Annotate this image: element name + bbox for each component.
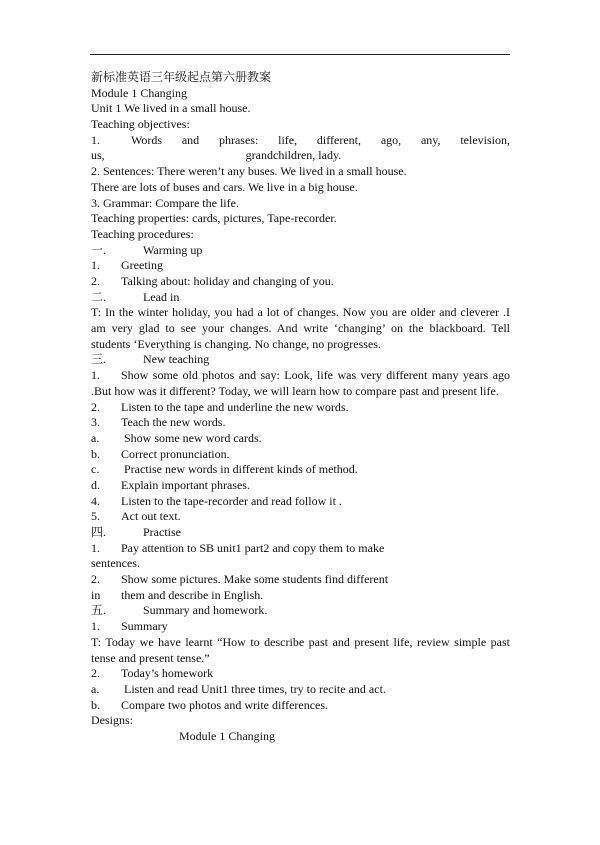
objective-words (91, 133, 510, 149)
list-item: a. Show some new word cards. (91, 430, 262, 445)
section-4-item-2: 2. Show some pictures. Make some students find different (91, 572, 389, 587)
doc-title: 新标准英语三年级起点第六册教案 (91, 70, 272, 84)
list-item: 1. Greeting (91, 258, 163, 273)
list-item: 5. Act out text. (91, 509, 181, 524)
section-4-heading: 四. Practise (91, 525, 181, 540)
list-item: 2. Talking about: holiday and changing of you. (91, 273, 334, 288)
list-item: 4. Listen to the tape-recorder and read follow it . (91, 493, 342, 508)
list-item: 3. Teach the new words. (91, 415, 226, 430)
section-5-item-a: a. Listen and read Unit1 three times, try to recite and act. (91, 681, 386, 696)
list-item: c. Practise new words in different kinds of method. (91, 462, 358, 477)
objective-sentences-2: There are lots of buses and cars. We live in a big house. (91, 179, 358, 194)
module-title: Module 1 Changing (91, 85, 187, 100)
objective-grammar: 3. Grammar: Compare the life. (91, 195, 239, 210)
section-3-item-1: 1. Show some old photos and say: Look, life was very different many years ago .But how was it different? Today, we will learn how to compare past and present life. (91, 368, 510, 398)
unit-title: Unit 1 We lived in a small house. (91, 101, 251, 116)
list-item: b. Correct pronunciation. (91, 446, 230, 461)
section-3-heading: 三. New teaching (91, 352, 210, 367)
objectives-heading: Teaching objectives: (91, 117, 190, 132)
section-4-item-2-cont: in them and describe in English. (91, 587, 264, 602)
objective-words-text: Words and phrases: life, different, ago, any, television, (131, 132, 510, 147)
teaching-properties: Teaching properties: cards, pictures, Tape-recorder. (91, 211, 337, 226)
objective-words-cont: us, grandchildren, lady. (91, 148, 342, 163)
section-5-item-b: b. Compare two photos and write differences. (91, 697, 329, 712)
section-1-heading: 一. Warming up (91, 242, 203, 257)
procedures-heading: Teaching procedures: (91, 226, 194, 241)
section-2-text: T: In the winter holiday, you had a lot of changes. Now you are older and cleverer .I am very glad to see your changes. And write ‘changing’ on the blackboard. Tell students ‘Everything is changing. No change, no progresses. (91, 305, 510, 351)
section-2-heading: 二. Lead in (91, 289, 180, 304)
list-item: 2. Listen to the tape and underline the new words. (91, 399, 349, 414)
section-5-heading: 五. Summary and homework. (91, 603, 268, 618)
objective-words-num: 1. (91, 132, 100, 147)
header-rule (90, 54, 510, 55)
design-title: Module 1 Changing (179, 728, 275, 743)
section-5-item-1: 1. Summary (91, 619, 168, 634)
section-5-quote: T: Today we have learnt “How to describe past and present life, review simple past tense and present tense.” (91, 634, 510, 665)
section-5-item-2: 2. Today’s homework (91, 666, 214, 681)
section-4-item-1: 1. Pay attention to SB unit1 part2 and copy them to make (91, 540, 385, 555)
section-4-item-1-cont: sentences. (91, 556, 140, 571)
document-body (91, 70, 510, 745)
list-item: d. Explain important phrases. (91, 477, 250, 492)
designs-heading: Designs: (91, 713, 133, 728)
objective-sentences-1: 2. Sentences: There weren’t any buses. We lived in a small house. (91, 164, 407, 179)
